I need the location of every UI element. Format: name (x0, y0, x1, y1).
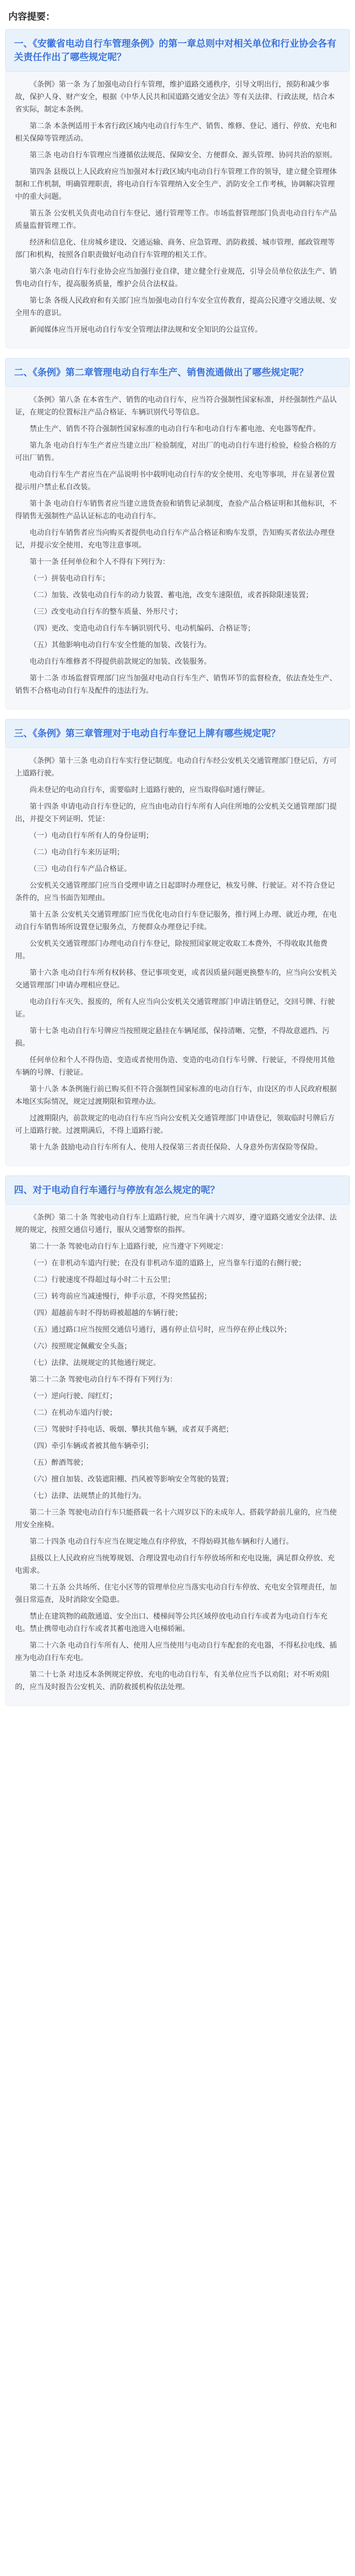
paragraph: （三）电动自行车产品合格证。 (30, 864, 131, 873)
section-body (5, 387, 350, 710)
paragraph: 第十六条 电动自行车所有权转移、登记事项变更，或者因质量问题更换整车的，应当向公安机关交通管理部门申请办理相应登记。 (15, 968, 337, 989)
paragraph: 第二十四条 电动自行车应当在规定地点有序停放，不得妨碍其他车辆和行人通行。 (30, 1537, 293, 1545)
paragraph: 第十七条 电动自行车号牌应当按照规定悬挂在车辆尾部，保持清晰、完整，不得故意遮挡、污损。 (15, 1026, 330, 1047)
paragraph: 第七条 各级人民政府和有关部门应当加强电动自行车安全宣传教育，提高公民遵守交通法规、安全用车的意识。 (15, 296, 337, 317)
paragraph: 禁止在建筑物的疏散通道、安全出口、楼梯间等公共区域停放电动自行车或者为电动自行车充电。禁止携带电动自行车或者其蓄电池进入电梯轿厢。 (15, 1612, 327, 1633)
paragraph: 第六条 电动自行车行业协会应当加强行业自律，建立健全行业规范，引导会员单位依法生产、销售电动自行车，提高服务质量，维护会员合法权益。 (15, 267, 337, 288)
section-header (5, 29, 350, 72)
paragraph: 第二十五条 公共场所、住宅小区等的管理单位应当落实电动自行车停放、充电安全管理责任，加强日常巡查，及时消除安全隐患。 (15, 1583, 337, 1604)
paragraph: 电动自行车销售者应当向购买者提供电动自行车产品合格证和购车发票，告知购买者依法办理登记，并提示安全使用、充电等注意事项。 (15, 528, 335, 549)
paragraph: 公安机关交通管理部门应当自受理申请之日起即时办理登记，核发号牌、行驶证。对不符合登记条件的，应当书面告知理由。 (15, 881, 335, 902)
summary-heading: 内容提要： (8, 11, 55, 22)
paragraph: 电动自行车维修者不得提供前款规定的加装、改装服务。 (30, 657, 211, 665)
paragraph: 第五条 公安机关负责电动自行车登记、通行管理等工作。市场监督管理部门负责电动自行车产品质量监督管理工作。 (15, 209, 337, 230)
paragraph: （六）擅自加装、改装遮阳棚、挡风被等影响安全驾驶的装置； (30, 1475, 233, 1483)
paragraph: 第二条 本条例适用于本省行政区域内电动自行车生产、销售、维修、登记、通行、停放、充电和相关保障等管理活动。 (15, 122, 337, 142)
paragraph: （一）电动自行车所有人的身份证明； (30, 831, 153, 839)
paragraph: 第二十三条 驾驶电动自行车只能搭载一名十六周岁以下的未成年人。搭载学龄前儿童的，应当使用安全座椅。 (15, 1508, 337, 1529)
paragraph: 第十八条 本条例施行前已购买但不符合强制性国家标准的电动自行车，由设区的市人民政府根据本地区实际情况，规定过渡期限和管理办法。 (15, 1085, 337, 1105)
paragraph: （七）法律、法规禁止的其他行为。 (30, 1491, 146, 1500)
paragraph: 任何单位和个人不得伪造、变造或者使用伪造、变造的电动自行车号牌、行驶证，不得使用其他车辆的号牌、行驶证。 (15, 1056, 335, 1076)
paragraph: （五）醉酒驾驶； (30, 1458, 88, 1466)
section-title: 四、对于电动自行车通行与停放有怎么规定的呢？ (14, 1185, 220, 1195)
paragraph: 《条例》第十三条 电动自行车实行登记制度。电动自行车经公安机关交通管理部门登记后，方可上道路行驶。 (15, 756, 337, 777)
paragraph: 第二十二条 驾驶电动自行车不得有下列行为： (30, 1375, 177, 1383)
sections-container (5, 29, 350, 1706)
paragraph: （二）电动自行车来历证明； (30, 848, 124, 856)
paragraph: （七）法律、法规规定的其他通行规定。 (30, 1358, 160, 1367)
paragraph: 县级以上人民政府应当统筹规划、合理设置电动自行车停放场所和充电设施，满足群众停放、充电需求。 (15, 1554, 335, 1574)
paragraph: 第二十一条 驾驶电动自行车上道路行驶，应当遵守下列规定： (30, 1242, 228, 1250)
paragraph: 电动自行车灭失、报废的，所有人应当向公安机关交通管理部门申请注销登记，交回号牌、行驶证。 (15, 997, 335, 1018)
section-title: 一、《安徽省电动自行车管理条例》的第一章总则中对相关单位和行业协会各有关责任作出了哪些规定呢？ (14, 38, 336, 62)
paragraph: （四）牵引车辆或者被其他车辆牵引； (30, 1442, 153, 1450)
paragraph: （三）改变电动自行车的整车质量、外形尺寸； (30, 607, 182, 616)
section-header (5, 719, 350, 748)
paragraph: 电动自行车生产者应当在产品说明书中载明电动自行车的安全使用、充电等事项，并在显著位置提示用户禁止私自改装。 (15, 470, 335, 491)
paragraph: 第十条 电动自行车销售者应当建立进货查验和销售记录制度，查验产品合格证明和其他标识，不得销售无强制性产品认证标志的电动自行车。 (15, 499, 337, 520)
paragraph: 第十五条 公安机关交通管理部门应当优化电动自行车登记服务，推行网上办理、就近办理，在电动自行车销售场所设置登记服务点，方便群众办理登记手续。 (15, 910, 337, 931)
paragraph: （二）行驶速度不得超过每小时二十五公里； (30, 1275, 175, 1284)
paragraph: 第十二条 市场监督管理部门应当加强对电动自行车生产、销售环节的监督检查，依法查处生产、销售不合格电动自行车及配件的违法行为。 (15, 674, 337, 695)
paragraph: （五）通过路口应当按照交通信号通行，遇有停止信号时，应当停在停止线以外； (30, 1325, 291, 1333)
paragraph: 第二十七条 对违反本条例规定停放、充电的电动自行车，有关单位应当予以劝阻；对不听劝阻的，应当及时报告公安机关、消防救援机构依法处理。 (15, 1670, 330, 1691)
paragraph: （三）转弯前应当减速慢行，伸手示意，不得突然猛拐； (30, 1292, 211, 1300)
paragraph: （四）更改、变造电动自行车车辆识别代号、电动机编码、合格证等； (30, 624, 255, 632)
paragraph: 第四条 县级以上人民政府应当加强对本行政区域内电动自行车管理工作的领导，建立健全管理体制和工作机制，明确管理职责，将电动自行车管理纳入安全生产、消防安全工作考核，协调解决管理中的重大问题。 (15, 167, 337, 201)
section-body (5, 72, 350, 349)
paragraph: 第十四条 申请电动自行车登记的，应当由电动自行车所有人向住所地的公安机关交通管理部门提出，并提交下列证明、凭证： (15, 802, 337, 823)
paragraph: 《条例》第一条 为了加强电动自行车管理，维护道路交通秩序，引导文明出行，预防和减少事故，保护人身、财产安全，根据《中华人民共和国道路交通安全法》等有关法律、行政法规，结合本省实际，制定本条例。 (15, 80, 335, 113)
section-title: 二、《条例》第二章管理电动自行车生产、销售流通做出了哪些规定呢？ (14, 367, 308, 378)
paragraph: （一）拼装电动自行车； (30, 574, 110, 582)
paragraph: （一）在非机动车道内行驶；在没有非机动车道的道路上，应当靠车行道的右侧行驶； (30, 1259, 306, 1267)
section-header (5, 1176, 350, 1205)
paragraph: 过渡期限内，前款规定的电动自行车应当向公安机关交通管理部门申请登记，领取临时号牌后方可上道路行驶。过渡期满后，不得上道路行驶。 (15, 1114, 335, 1134)
paragraph: （二）加装、改装电动自行车的动力装置、蓄电池，改变车速限值，或者拆除限速装置； (30, 591, 313, 599)
paragraph: 第二十六条 电动自行车所有人、使用人应当使用与电动自行车配套的充电器，不得私拉电线、插座为电动自行车充电。 (15, 1641, 337, 1662)
paragraph: 第九条 电动自行车生产者应当建立出厂检验制度，对出厂的电动自行车进行检验，检验合格的方可出厂销售。 (15, 441, 337, 462)
paragraph: （三）驾驶时手持电话、吸烟、攀扶其他车辆，或者双手离把； (30, 1425, 233, 1433)
paragraph: （五）其他影响电动自行车安全性能的加装、改装行为。 (30, 640, 211, 649)
paragraph: 公安机关交通管理部门办理电动自行车登记，除按照国家规定收取工本费外，不得收取其他费用。 (15, 939, 327, 960)
paragraph: 《条例》第八条 在本省生产、销售的电动自行车，应当符合强制性国家标准，并经强制性产品认证，在规定的位置标注产品合格证、车辆识别代号等信息。 (15, 395, 337, 416)
paragraph: 第十九条 鼓励电动自行车所有人、使用人投保第三者责任保险、人身意外伤害保险等保险。 (30, 1143, 322, 1151)
content-section (5, 29, 350, 349)
paragraph: 新闻媒体应当开展电动自行车安全管理法律法规和安全知识的公益宣传。 (30, 325, 262, 333)
section-header (5, 358, 350, 387)
paragraph: 第三条 电动自行车管理应当遵循依法规范、保障安全、方便群众、源头管理、协同共治的原则。 (30, 151, 337, 159)
paragraph: 尚未登记的电动自行车，需要临时上道路行驶的，应当取得临时通行牌证。 (30, 785, 269, 794)
paragraph: 《条例》第二十条 驾驶电动自行车上道路行驶，应当年满十六周岁，遵守道路交通安全法律、法规的规定，按照交通信号通行，服从交通警察的指挥。 (15, 1213, 337, 1234)
paragraph: （六）按照规定佩戴安全头盔； (30, 1342, 131, 1350)
paragraph: 第十一条 任何单位和个人不得有下列行为： (30, 557, 170, 566)
paragraph: 禁止生产、销售不符合强制性国家标准的电动自行车和电动自行车蓄电池、充电器等配件。 (30, 424, 320, 433)
content-section (5, 719, 350, 1166)
paragraph: （二）在机动车道内行驶； (30, 1408, 117, 1417)
paragraph: （一）逆向行驶、闯红灯； (30, 1392, 117, 1400)
paragraph: （四）超越前车时不得妨碍被超越的车辆行驶； (30, 1309, 182, 1317)
section-body (5, 748, 350, 1166)
content-section (5, 358, 350, 710)
section-body (5, 1205, 350, 1706)
content-section (5, 1176, 350, 1706)
section-title: 三、《条例》第三章管理对于电动自行车登记上牌有哪些规定呢？ (14, 728, 280, 739)
paragraph: 经济和信息化、住房城乡建设、交通运输、商务、应急管理、消防救援、城市管理、邮政管理等部门和机构，按照各自职责做好电动自行车管理的相关工作。 (15, 238, 335, 259)
